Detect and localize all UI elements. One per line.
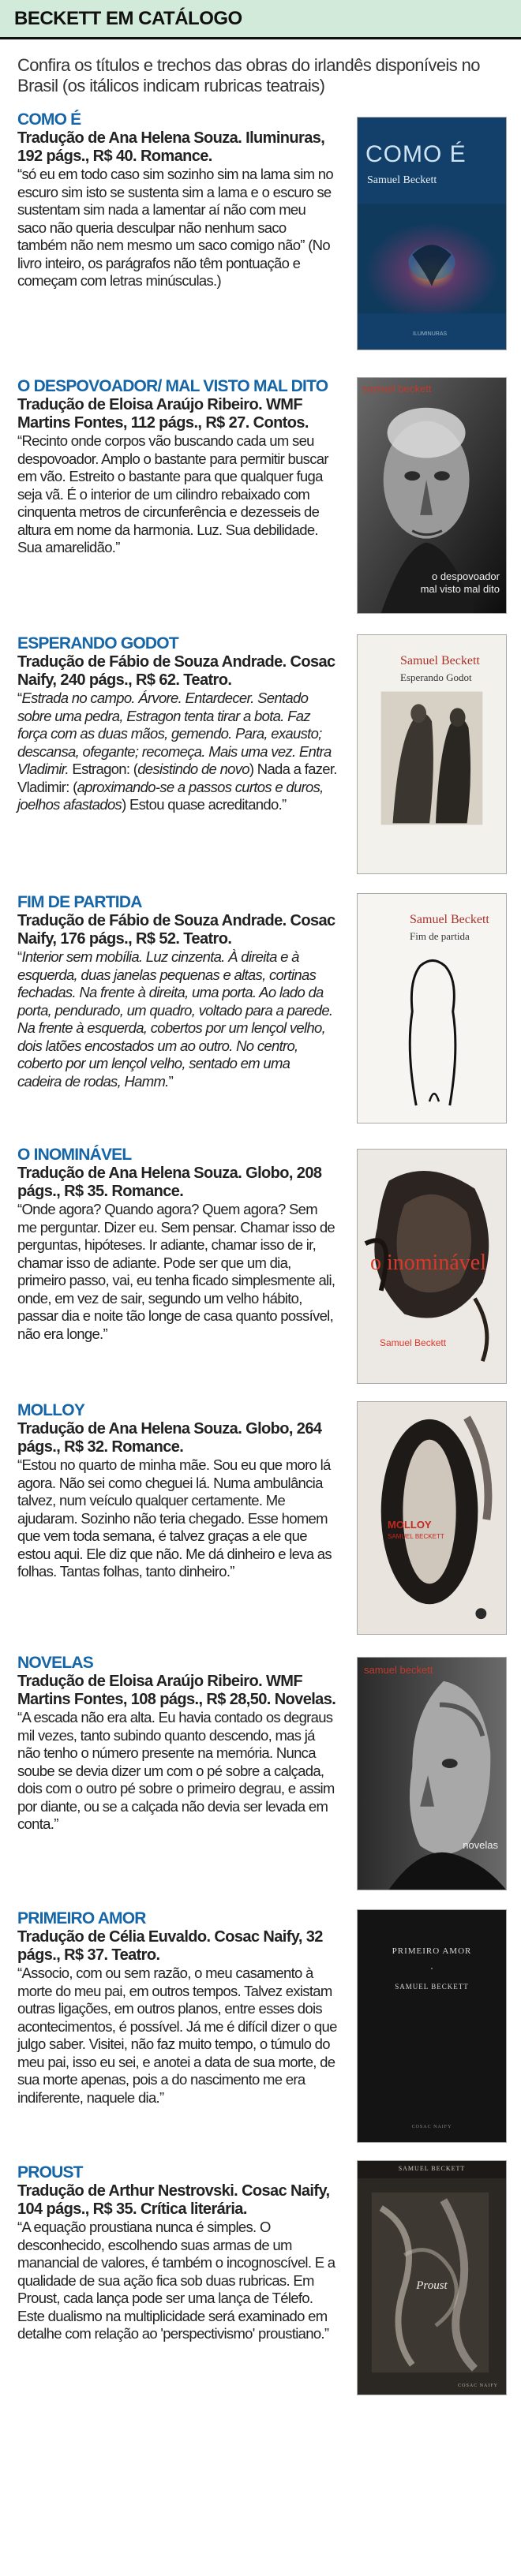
book-text [17, 1654, 337, 1890]
cover-publisher: COSAC NAIFY [411, 2125, 452, 2129]
book-text [17, 1401, 337, 1635]
section-header [0, 0, 521, 39]
intro-text: Confira os títulos e trechos das obras do irlandês disponíveis no Brasil (os itálicos indicam rubricas teatrais) [17, 55, 480, 95]
stage-direction-text: Estrada no campo. Árvore. Entardecer. Sentado sobre uma pedra, Estragon tenta tirar a bota. Faz força com as duas mãos, gemendo. Para, exausto; descansa, ofegante; recomeça. Mais uma vez. Entra Vladimir. [17, 690, 332, 777]
cover-author: Samuel Beckett [367, 174, 437, 186]
book-quote [17, 690, 337, 814]
cover-artwork [358, 2161, 506, 2395]
stage-direction-text: desistindo de novo [137, 761, 249, 777]
book-entry-o-despovoador [0, 377, 521, 614]
book-text [17, 2163, 337, 2395]
book-cover [357, 893, 507, 1123]
cover-artwork [358, 1402, 506, 1634]
cover-author: Samuel Beckett [400, 654, 480, 667]
stage-direction-text: aproximando-se a passos curtos e duros, joelhos afastados [17, 778, 324, 813]
book-title: ESPERANDO GODOT [17, 634, 178, 652]
book-entry-o-inominavel [0, 1146, 521, 1384]
book-title: PROUST [17, 2163, 83, 2182]
quote-segment: Estragon: ( [68, 761, 138, 777]
book-info: Tradução de Fábio de Souza Andrade. Cosac Naify, 240 págs., R$ 62. Teatro. [17, 653, 335, 689]
book-entry-molloy [0, 1401, 521, 1635]
book-quote: “Recinto onde corpos vão buscando cada um seu despovoador. Amplo o bastante para permitir buscar em vão. Estreito o bastante para que qualquer fuga seja vã. É o interior de um cilindro rebaixado com cinquenta metros de circunferência e dezesseis de altura em nome da harmonia. Luz. Sua debilidade. Sua amarelidão.” [17, 432, 328, 555]
cover-title: PRIMEIRO AMOR [392, 1946, 472, 1956]
book-title: PRIMEIRO AMOR [17, 1909, 146, 1927]
cover-author: SAMUEL BECKETT [388, 1533, 444, 1540]
book-cover [357, 1657, 507, 1890]
book-quote: “Estou no quarto de minha mãe. Sou eu que moro lá agora. Não sei como cheguei lá. Numa ambulância talvez, num veículo qualquer certamente. Me ajudaram. Sozinho não teria chegado. Esse homem que vem toda semana, é talvez graças a ele que estou aqui. Ele diz que não. Me dá dinheiro e leva as folhas. Tantas folhas, tanto dinheiro.” [17, 1456, 332, 1580]
book-cover [357, 634, 507, 874]
quote-segment: “ [17, 948, 22, 965]
book-title: MOLLOY [17, 1401, 85, 1419]
cover-title: MOLLOY [388, 1519, 432, 1531]
book-title: FIM DE PARTIDA [17, 893, 142, 911]
book-text [17, 893, 337, 1123]
book-quote: “Associo, com ou sem razão, o meu casamento à morte do meu pai, em outros tempos. Talvez existam outras ligações, em outros planos, entre esses dois acontecimentos, é possível. Já me é difícil dizer o que julgo saber. Visitei, não faz muito tempo, o túmulo do meu pai, isso eu sei, e anotei a data de sua morte, de sua morte apenas, pois a do nascimento me era indiferente, naquele dia.” [17, 1965, 337, 2106]
book-text [17, 110, 337, 350]
cover-ornament: • [430, 1965, 433, 1972]
cover-publisher: COSAC NAIFY [458, 2383, 498, 2388]
cover-title: Esperando Godot [400, 671, 472, 683]
book-entry-esperando-godot [0, 634, 521, 874]
book-cover [357, 2160, 507, 2395]
cover-author: SAMUEL BECKETT [395, 1983, 469, 1991]
book-title: O DESPOVOADOR/ MAL VISTO MAL DITO [17, 377, 328, 395]
book-cover [357, 377, 507, 614]
book-entry-proust [0, 2163, 521, 2395]
book-entry-como-e [0, 110, 521, 350]
book-quote: “só eu em todo caso sim sozinho sim na lama sim no escuro sim isto se sustenta sim a lama e o escuro se sustentam sim nada a lamentar aí não com meu saco não queria desculpar não nenhum saco também não nem mesmo um saco comigo não” (No livro inteiro, os parágrafos não têm pontuação e começam com letras minúsculas.) [17, 166, 333, 289]
book-cover [357, 1149, 507, 1384]
book-entry-primeiro-amor [0, 1909, 521, 2143]
cover-publisher: ILUMINURAS [413, 331, 448, 337]
book-cover [357, 1401, 507, 1635]
quote-segment: “ [17, 690, 22, 706]
cover-author: Samuel Beckett [380, 1337, 447, 1348]
book-title: COMO É [17, 110, 81, 129]
quote-segment: ) Estou quase acreditando.” [122, 796, 287, 813]
book-quote: “A escada não era alta. Eu havia contado os degraus mil vezes, tanto subindo quanto descendo, mas já não tenho o número presente na memória. Nunca soube se devia dizer um com o pé sobre a calçada, dois com o outro pé sobre o primeiro degrau, e assim por diante, ou se a calçada não devia ser levada em conta.” [17, 1709, 335, 1832]
book-text [17, 634, 337, 874]
book-info: Tradução de Eloisa Araújo Ribeiro. WMF Martins Fontes, 112 págs., R$ 27. Contos. [17, 396, 309, 432]
book-info: Tradução de Célia Euvaldo. Cosac Naify, 32 págs., R$ 37. Teatro. [17, 1928, 323, 1964]
book-info: Tradução de Eloisa Araújo Ribeiro. WMF Martins Fontes, 108 págs., R$ 28,50. Novelas. [17, 1673, 336, 1708]
quote-segment: ) Nada a fazer. Vladimir: ( [17, 761, 337, 795]
cover-title: Proust [416, 2279, 448, 2292]
book-info: Tradução de Ana Helena Souza. Globo, 208 págs., R$ 35. Romance. [17, 1165, 322, 1200]
cover-title-line-1: o despovoador [431, 570, 500, 582]
cover-artwork [358, 894, 506, 1123]
book-text [17, 1146, 337, 1384]
cover-title: COMO É [365, 141, 467, 167]
book-cover [357, 1909, 507, 2143]
book-info: Tradução de Ana Helena Souza. Globo, 264 págs., R$ 32. Romance. [17, 1420, 322, 1456]
book-info: Tradução de Ana Helena Souza. Iluminuras, 192 págs., R$ 40. Romance. [17, 129, 325, 165]
book-info: Tradução de Arthur Nestrovski. Cosac Naify, 104 págs., R$ 35. Crítica literária. [17, 2182, 330, 2218]
cover-title: novelas [463, 1839, 498, 1851]
cover-title-line-2: mal visto mal dito [420, 583, 500, 595]
book-text [17, 1909, 337, 2143]
cover-author: SAMUEL BECKETT [398, 2165, 466, 2172]
cover-author: samuel beckett [364, 1664, 433, 1676]
book-cover [357, 117, 507, 350]
book-quote [17, 948, 337, 1090]
book-entry-novelas [0, 1654, 521, 1890]
book-entry-fim-de-partida [0, 893, 521, 1123]
quote-segment: ” [168, 1072, 174, 1090]
book-title: O INOMINÁVEL [17, 1146, 132, 1164]
cover-title: Fim de partida [410, 930, 470, 942]
book-title: NOVELAS [17, 1654, 93, 1672]
cover-author: samuel beckett [362, 383, 432, 394]
section-title: BECKETT EM CATÁLOGO [14, 7, 242, 29]
cover-author: Samuel Beckett [410, 913, 489, 926]
stage-direction-text: Interior sem mobília. Luz cinzenta. À direita e à esquerda, duas janelas pequenas e altas, cortinas fechadas. Na frente à direita, uma porta. Ao lado da porta, pendurado, um quadro, voltado para a parede. Na frente à esquerda, cobertos por um lençol velho, dois latões encostados um ao outro. No centro, coberto por um lençol velho, sentado em uma cadeira de rodas, Hamm. [17, 948, 333, 1090]
book-info: Tradução de Fábio de Souza Andrade. Cosac Naify, 176 págs., R$ 52. Teatro. [17, 912, 335, 948]
book-quote: “A equação proustiana nunca é simples. O desconhecido, escolhendo suas armas de um manancial de valores, é também o incognoscível. E a qualidade de sua ação fica sob duas rubricas. Em Proust, cada lança pode ser uma lança de Télefo. Este dualismo na multiplicidade será examinado em detalhe com relação ao 'perspectivismo' proustiano.” [17, 2219, 335, 2342]
cover-portrait-image [358, 1658, 506, 1890]
book-text [17, 377, 337, 614]
book-quote: “Onde agora? Quando agora? Quem agora? Sem me perguntar. Dizer eu. Sem pensar. Chamar isso de perguntas, hipóteses. Ir adiante, chamar isso de ir, chamar isso de adiante. Pode ser que um dia, primeiro passo, vai, eu tenha ficado simplesmente ali, onde, em vez de sair, segundo um velho hábito, passar dia e noite tão longe de casa quanto possível, não era longe.” [17, 1201, 335, 1342]
cover-title: o inominável [370, 1251, 486, 1275]
